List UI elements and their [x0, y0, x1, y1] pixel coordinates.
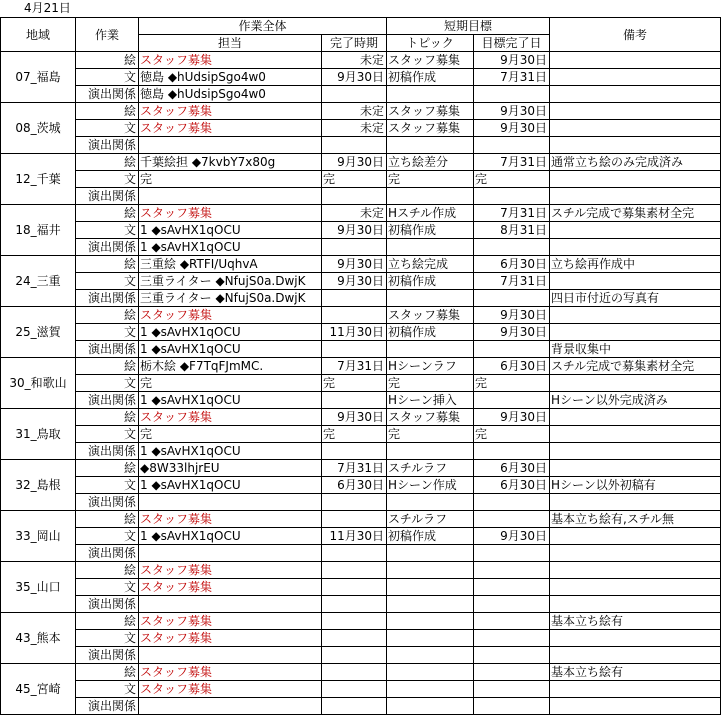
note-cell: スチル完成で募集素材全完 [550, 358, 721, 375]
table-row [1, 52, 721, 69]
target-date-cell: 完 [474, 426, 550, 443]
topic-cell: スタッフ募集 [387, 307, 474, 324]
note-cell [550, 324, 721, 341]
note-cell [550, 647, 721, 664]
region-cell: 45_宮崎 [1, 664, 76, 715]
assignee-cell: ◆8W33lhjrEU [139, 460, 322, 477]
task-cell: 絵 [76, 256, 139, 273]
note-cell [550, 579, 721, 596]
table-row [1, 307, 721, 324]
region-cell: 33_岡山 [1, 511, 76, 562]
task-cell: 文 [76, 171, 139, 188]
task-cell: 文 [76, 681, 139, 698]
assignee-cell [139, 545, 322, 562]
region-cell: 24_三重 [1, 256, 76, 307]
target-date-cell [474, 545, 550, 562]
note-cell [550, 426, 721, 443]
completion-cell: 完 [322, 375, 387, 392]
topic-cell: Hシーンラフ [387, 358, 474, 375]
task-cell: 演出関係 [76, 443, 139, 460]
assignee-cell [139, 137, 322, 154]
topic-cell [387, 188, 474, 205]
note-cell [550, 188, 721, 205]
task-cell: 演出関係 [76, 188, 139, 205]
note-cell [550, 596, 721, 613]
completion-cell [322, 681, 387, 698]
target-date-cell: 9月30日 [474, 120, 550, 137]
table-row [1, 69, 721, 86]
target-date-cell [474, 290, 550, 307]
assignee-cell: 完 [139, 375, 322, 392]
note-cell [550, 222, 721, 239]
target-date-cell: 6月30日 [474, 460, 550, 477]
topic-cell [387, 239, 474, 256]
target-date-cell: 9月30日 [474, 103, 550, 120]
assignee-cell: 徳島 ◆hUdsipSgo4w0 [139, 69, 322, 86]
task-cell: 文 [76, 630, 139, 647]
table-row [1, 528, 721, 545]
table-row [1, 120, 721, 137]
task-cell: 演出関係 [76, 698, 139, 715]
note-cell [550, 307, 721, 324]
topic-cell: 立ち絵完成 [387, 256, 474, 273]
assignee-cell: スタッフ募集 [139, 103, 322, 120]
target-date-cell [474, 681, 550, 698]
completion-cell [322, 188, 387, 205]
completion-cell: 未定 [322, 52, 387, 69]
task-cell: 文 [76, 528, 139, 545]
table-row [1, 239, 721, 256]
assignee-cell [139, 494, 322, 511]
target-date-cell: 6月30日 [474, 477, 550, 494]
task-cell: 絵 [76, 307, 139, 324]
note-cell: 背景収集中 [550, 341, 721, 358]
task-cell: 文 [76, 324, 139, 341]
completion-cell [322, 290, 387, 307]
topic-cell [387, 630, 474, 647]
task-cell: 文 [76, 579, 139, 596]
topic-cell: 初稿作成 [387, 222, 474, 239]
task-cell: 文 [76, 69, 139, 86]
task-cell: 絵 [76, 562, 139, 579]
table-row [1, 579, 721, 596]
table-row [1, 443, 721, 460]
topic-cell [387, 290, 474, 307]
note-cell [550, 171, 721, 188]
note-cell [550, 239, 721, 256]
table-row [1, 494, 721, 511]
topic-cell [387, 698, 474, 715]
target-date-cell [474, 579, 550, 596]
topic-cell: Hスチル作成 [387, 205, 474, 222]
assignee-cell: スタッフ募集 [139, 613, 322, 630]
assignee-cell: スタッフ募集 [139, 511, 322, 528]
topic-cell: スタッフ募集 [387, 409, 474, 426]
header-topic: トピック [387, 35, 474, 52]
note-cell [550, 681, 721, 698]
assignee-cell: スタッフ募集 [139, 579, 322, 596]
assignee-cell: 1 ◆sAvHX1qOCU [139, 341, 322, 358]
task-cell: 文 [76, 375, 139, 392]
assignee-cell: 栃木絵 ◆F7TqFJmMC. [139, 358, 322, 375]
note-cell [550, 630, 721, 647]
note-cell: 四日市付近の写真有 [550, 290, 721, 307]
completion-cell: 9月30日 [322, 69, 387, 86]
note-cell: 通常立ち絵のみ完成済み [550, 154, 721, 171]
topic-cell: 初稿作成 [387, 528, 474, 545]
note-cell [550, 69, 721, 86]
completion-cell [322, 545, 387, 562]
task-cell: 絵 [76, 103, 139, 120]
completion-cell: 9月30日 [322, 222, 387, 239]
task-cell: 演出関係 [76, 239, 139, 256]
topic-cell: スタッフ募集 [387, 103, 474, 120]
topic-cell: スタッフ募集 [387, 120, 474, 137]
assignee-cell [139, 596, 322, 613]
target-date-cell: 8月31日 [474, 222, 550, 239]
task-cell: 文 [76, 120, 139, 137]
assignee-cell: 徳島 ◆hUdsipSgo4w0 [139, 86, 322, 103]
assignee-cell: スタッフ募集 [139, 52, 322, 69]
table-row [1, 341, 721, 358]
table-row [1, 324, 721, 341]
assignee-cell: 1 ◆sAvHX1qOCU [139, 324, 322, 341]
completion-cell [322, 562, 387, 579]
assignee-cell: スタッフ募集 [139, 205, 322, 222]
completion-cell [322, 579, 387, 596]
table-row [1, 562, 721, 579]
target-date-cell [474, 86, 550, 103]
region-cell: 43_熊本 [1, 613, 76, 664]
topic-cell: Hシーン挿入 [387, 392, 474, 409]
completion-cell [322, 494, 387, 511]
completion-cell: 9月30日 [322, 256, 387, 273]
topic-cell [387, 86, 474, 103]
table-row [1, 171, 721, 188]
table-row [1, 698, 721, 715]
note-cell: 立ち絵再作成中 [550, 256, 721, 273]
table-row [1, 375, 721, 392]
region-cell: 35_山口 [1, 562, 76, 613]
header-region: 地域 [1, 18, 76, 52]
note-cell [550, 86, 721, 103]
table-row [1, 545, 721, 562]
task-cell: 絵 [76, 664, 139, 681]
topic-cell: スタッフ募集 [387, 52, 474, 69]
target-date-cell: 9月30日 [474, 528, 550, 545]
assignee-cell: スタッフ募集 [139, 307, 322, 324]
completion-cell [322, 392, 387, 409]
target-date-cell: 6月30日 [474, 358, 550, 375]
note-cell [550, 460, 721, 477]
completion-cell [322, 511, 387, 528]
task-cell: 絵 [76, 460, 139, 477]
assignee-cell: 1 ◆sAvHX1qOCU [139, 477, 322, 494]
completion-cell [322, 596, 387, 613]
table-row [1, 426, 721, 443]
header-assignee: 担当 [139, 35, 322, 52]
table-row [1, 137, 721, 154]
target-date-cell [474, 341, 550, 358]
table-row [1, 664, 721, 681]
completion-cell [322, 647, 387, 664]
assignee-cell: スタッフ募集 [139, 120, 322, 137]
note-cell [550, 375, 721, 392]
table-row [1, 86, 721, 103]
completion-cell: 6月30日 [322, 477, 387, 494]
target-date-cell [474, 664, 550, 681]
completion-cell: 9月30日 [322, 273, 387, 290]
table-row [1, 613, 721, 630]
header-row-1 [1, 18, 721, 35]
task-cell: 演出関係 [76, 647, 139, 664]
task-cell: 演出関係 [76, 137, 139, 154]
region-cell: 07_福島 [1, 52, 76, 103]
task-cell: 絵 [76, 613, 139, 630]
completion-cell: 9月30日 [322, 154, 387, 171]
completion-cell [322, 443, 387, 460]
task-cell: 演出関係 [76, 290, 139, 307]
completion-cell: 完 [322, 426, 387, 443]
assignee-cell [139, 698, 322, 715]
task-cell: 絵 [76, 409, 139, 426]
region-cell: 31_鳥取 [1, 409, 76, 460]
task-cell: 絵 [76, 52, 139, 69]
target-date-cell: 7月31日 [474, 69, 550, 86]
table-row [1, 477, 721, 494]
table-row [1, 460, 721, 477]
topic-cell [387, 137, 474, 154]
topic-cell [387, 545, 474, 562]
schedule-table [0, 17, 721, 715]
task-cell: 演出関係 [76, 392, 139, 409]
table-row [1, 630, 721, 647]
table-row [1, 205, 721, 222]
target-date-cell [474, 511, 550, 528]
table-row [1, 103, 721, 120]
region-cell: 12_千葉 [1, 154, 76, 205]
target-date-cell: 完 [474, 375, 550, 392]
target-date-cell: 7月31日 [474, 273, 550, 290]
target-date-cell [474, 188, 550, 205]
target-date-cell: 7月31日 [474, 205, 550, 222]
sheet-date: 4月21日 [24, 1, 71, 15]
table-row [1, 256, 721, 273]
header-notes: 備考 [550, 18, 721, 52]
task-cell: 絵 [76, 358, 139, 375]
assignee-cell: 1 ◆sAvHX1qOCU [139, 443, 322, 460]
note-cell [550, 698, 721, 715]
header-completion-time: 完了時期 [322, 35, 387, 52]
note-cell [550, 103, 721, 120]
target-date-cell: 9月30日 [474, 324, 550, 341]
header-short-term-group: 短期目標 [387, 18, 550, 35]
target-date-cell: 完 [474, 171, 550, 188]
note-cell [550, 409, 721, 426]
topic-cell: 立ち絵差分 [387, 154, 474, 171]
note-cell [550, 562, 721, 579]
target-date-cell [474, 647, 550, 664]
note-cell: Hシーン以外完成済み [550, 392, 721, 409]
task-cell: 文 [76, 477, 139, 494]
region-cell: 08_茨城 [1, 103, 76, 154]
target-date-cell: 7月31日 [474, 154, 550, 171]
topic-cell: 初稿作成 [387, 69, 474, 86]
note-cell: 基本立ち絵有 [550, 664, 721, 681]
completion-cell: 11月30日 [322, 528, 387, 545]
topic-cell: 初稿作成 [387, 324, 474, 341]
note-cell [550, 545, 721, 562]
note-cell [550, 120, 721, 137]
table-row [1, 358, 721, 375]
topic-cell: 初稿作成 [387, 273, 474, 290]
target-date-cell [474, 562, 550, 579]
topic-cell: スチルラフ [387, 460, 474, 477]
task-cell: 絵 [76, 511, 139, 528]
task-cell: 文 [76, 273, 139, 290]
topic-cell: Hシーン作成 [387, 477, 474, 494]
completion-cell: 未定 [322, 205, 387, 222]
completion-cell [322, 239, 387, 256]
completion-cell: 未定 [322, 103, 387, 120]
table-row [1, 392, 721, 409]
assignee-cell: スタッフ募集 [139, 681, 322, 698]
completion-cell: 7月31日 [322, 460, 387, 477]
topic-cell [387, 647, 474, 664]
completion-cell: 11月30日 [322, 324, 387, 341]
assignee-cell: 三重絵 ◆RTFI/UqhvA [139, 256, 322, 273]
assignee-cell: 完 [139, 426, 322, 443]
assignee-cell: スタッフ募集 [139, 409, 322, 426]
region-cell: 18_福井 [1, 205, 76, 256]
table-row [1, 511, 721, 528]
note-cell: 基本立ち絵有,スチル無 [550, 511, 721, 528]
note-cell [550, 137, 721, 154]
region-cell: 30_和歌山 [1, 358, 76, 409]
completion-cell [322, 613, 387, 630]
note-cell [550, 528, 721, 545]
completion-cell: 未定 [322, 120, 387, 137]
completion-cell [322, 630, 387, 647]
table-row [1, 409, 721, 426]
topic-cell [387, 681, 474, 698]
topic-cell: 完 [387, 375, 474, 392]
assignee-cell: スタッフ募集 [139, 562, 322, 579]
topic-cell: スチルラフ [387, 511, 474, 528]
task-cell: 演出関係 [76, 494, 139, 511]
task-cell: 文 [76, 222, 139, 239]
topic-cell [387, 494, 474, 511]
task-cell: 絵 [76, 205, 139, 222]
target-date-cell: 9月30日 [474, 307, 550, 324]
note-cell [550, 494, 721, 511]
assignee-cell [139, 188, 322, 205]
topic-cell [387, 596, 474, 613]
task-cell: 演出関係 [76, 86, 139, 103]
assignee-cell: 1 ◆sAvHX1qOCU [139, 392, 322, 409]
assignee-cell: 千葉絵担 ◆7kvbY7x80g [139, 154, 322, 171]
assignee-cell [139, 647, 322, 664]
target-date-cell: 9月30日 [474, 409, 550, 426]
target-date-cell [474, 392, 550, 409]
note-cell: Hシーン以外初稿有 [550, 477, 721, 494]
task-cell: 演出関係 [76, 341, 139, 358]
completion-cell [322, 307, 387, 324]
table-row [1, 222, 721, 239]
task-cell: 演出関係 [76, 545, 139, 562]
completion-cell [322, 698, 387, 715]
completion-cell [322, 341, 387, 358]
table-row [1, 154, 721, 171]
topic-cell: 完 [387, 171, 474, 188]
completion-cell: 7月31日 [322, 358, 387, 375]
target-date-cell [474, 596, 550, 613]
completion-cell: 完 [322, 171, 387, 188]
table-row [1, 681, 721, 698]
table-row [1, 596, 721, 613]
note-cell [550, 52, 721, 69]
target-date-cell [474, 443, 550, 460]
table-row [1, 188, 721, 205]
topic-cell [387, 341, 474, 358]
assignee-cell: 1 ◆sAvHX1qOCU [139, 239, 322, 256]
topic-cell [387, 562, 474, 579]
target-date-cell [474, 494, 550, 511]
assignee-cell: 三重ライター ◆NfujS0a.DwjK [139, 290, 322, 307]
target-date-cell [474, 613, 550, 630]
topic-cell [387, 664, 474, 681]
assignee-cell: 1 ◆sAvHX1qOCU [139, 222, 322, 239]
assignee-cell: スタッフ募集 [139, 664, 322, 681]
region-cell: 32_島根 [1, 460, 76, 511]
target-date-cell [474, 239, 550, 256]
header-overall-group: 作業全体 [139, 18, 387, 35]
target-date-cell [474, 698, 550, 715]
note-cell: 基本立ち絵有 [550, 613, 721, 630]
header-target-date: 目標完了日 [474, 35, 550, 52]
assignee-cell: 完 [139, 171, 322, 188]
task-cell: 演出関係 [76, 596, 139, 613]
topic-cell [387, 579, 474, 596]
task-cell: 文 [76, 426, 139, 443]
task-cell: 絵 [76, 154, 139, 171]
region-cell: 25_滋賀 [1, 307, 76, 358]
table-row [1, 273, 721, 290]
note-cell: スチル完成で募集素材全完 [550, 205, 721, 222]
note-cell [550, 443, 721, 460]
table-row [1, 290, 721, 307]
completion-cell [322, 86, 387, 103]
completion-cell [322, 664, 387, 681]
target-date-cell [474, 137, 550, 154]
target-date-cell: 9月30日 [474, 52, 550, 69]
assignee-cell: 三重ライター ◆NfujS0a.DwjK [139, 273, 322, 290]
header-task: 作業 [76, 18, 139, 52]
topic-cell [387, 613, 474, 630]
topic-cell: 完 [387, 426, 474, 443]
assignee-cell: 1 ◆sAvHX1qOCU [139, 528, 322, 545]
table-row [1, 647, 721, 664]
topic-cell [387, 443, 474, 460]
target-date-cell: 6月30日 [474, 256, 550, 273]
assignee-cell: スタッフ募集 [139, 630, 322, 647]
target-date-cell [474, 630, 550, 647]
note-cell [550, 273, 721, 290]
completion-cell [322, 137, 387, 154]
completion-cell: 9月30日 [322, 409, 387, 426]
